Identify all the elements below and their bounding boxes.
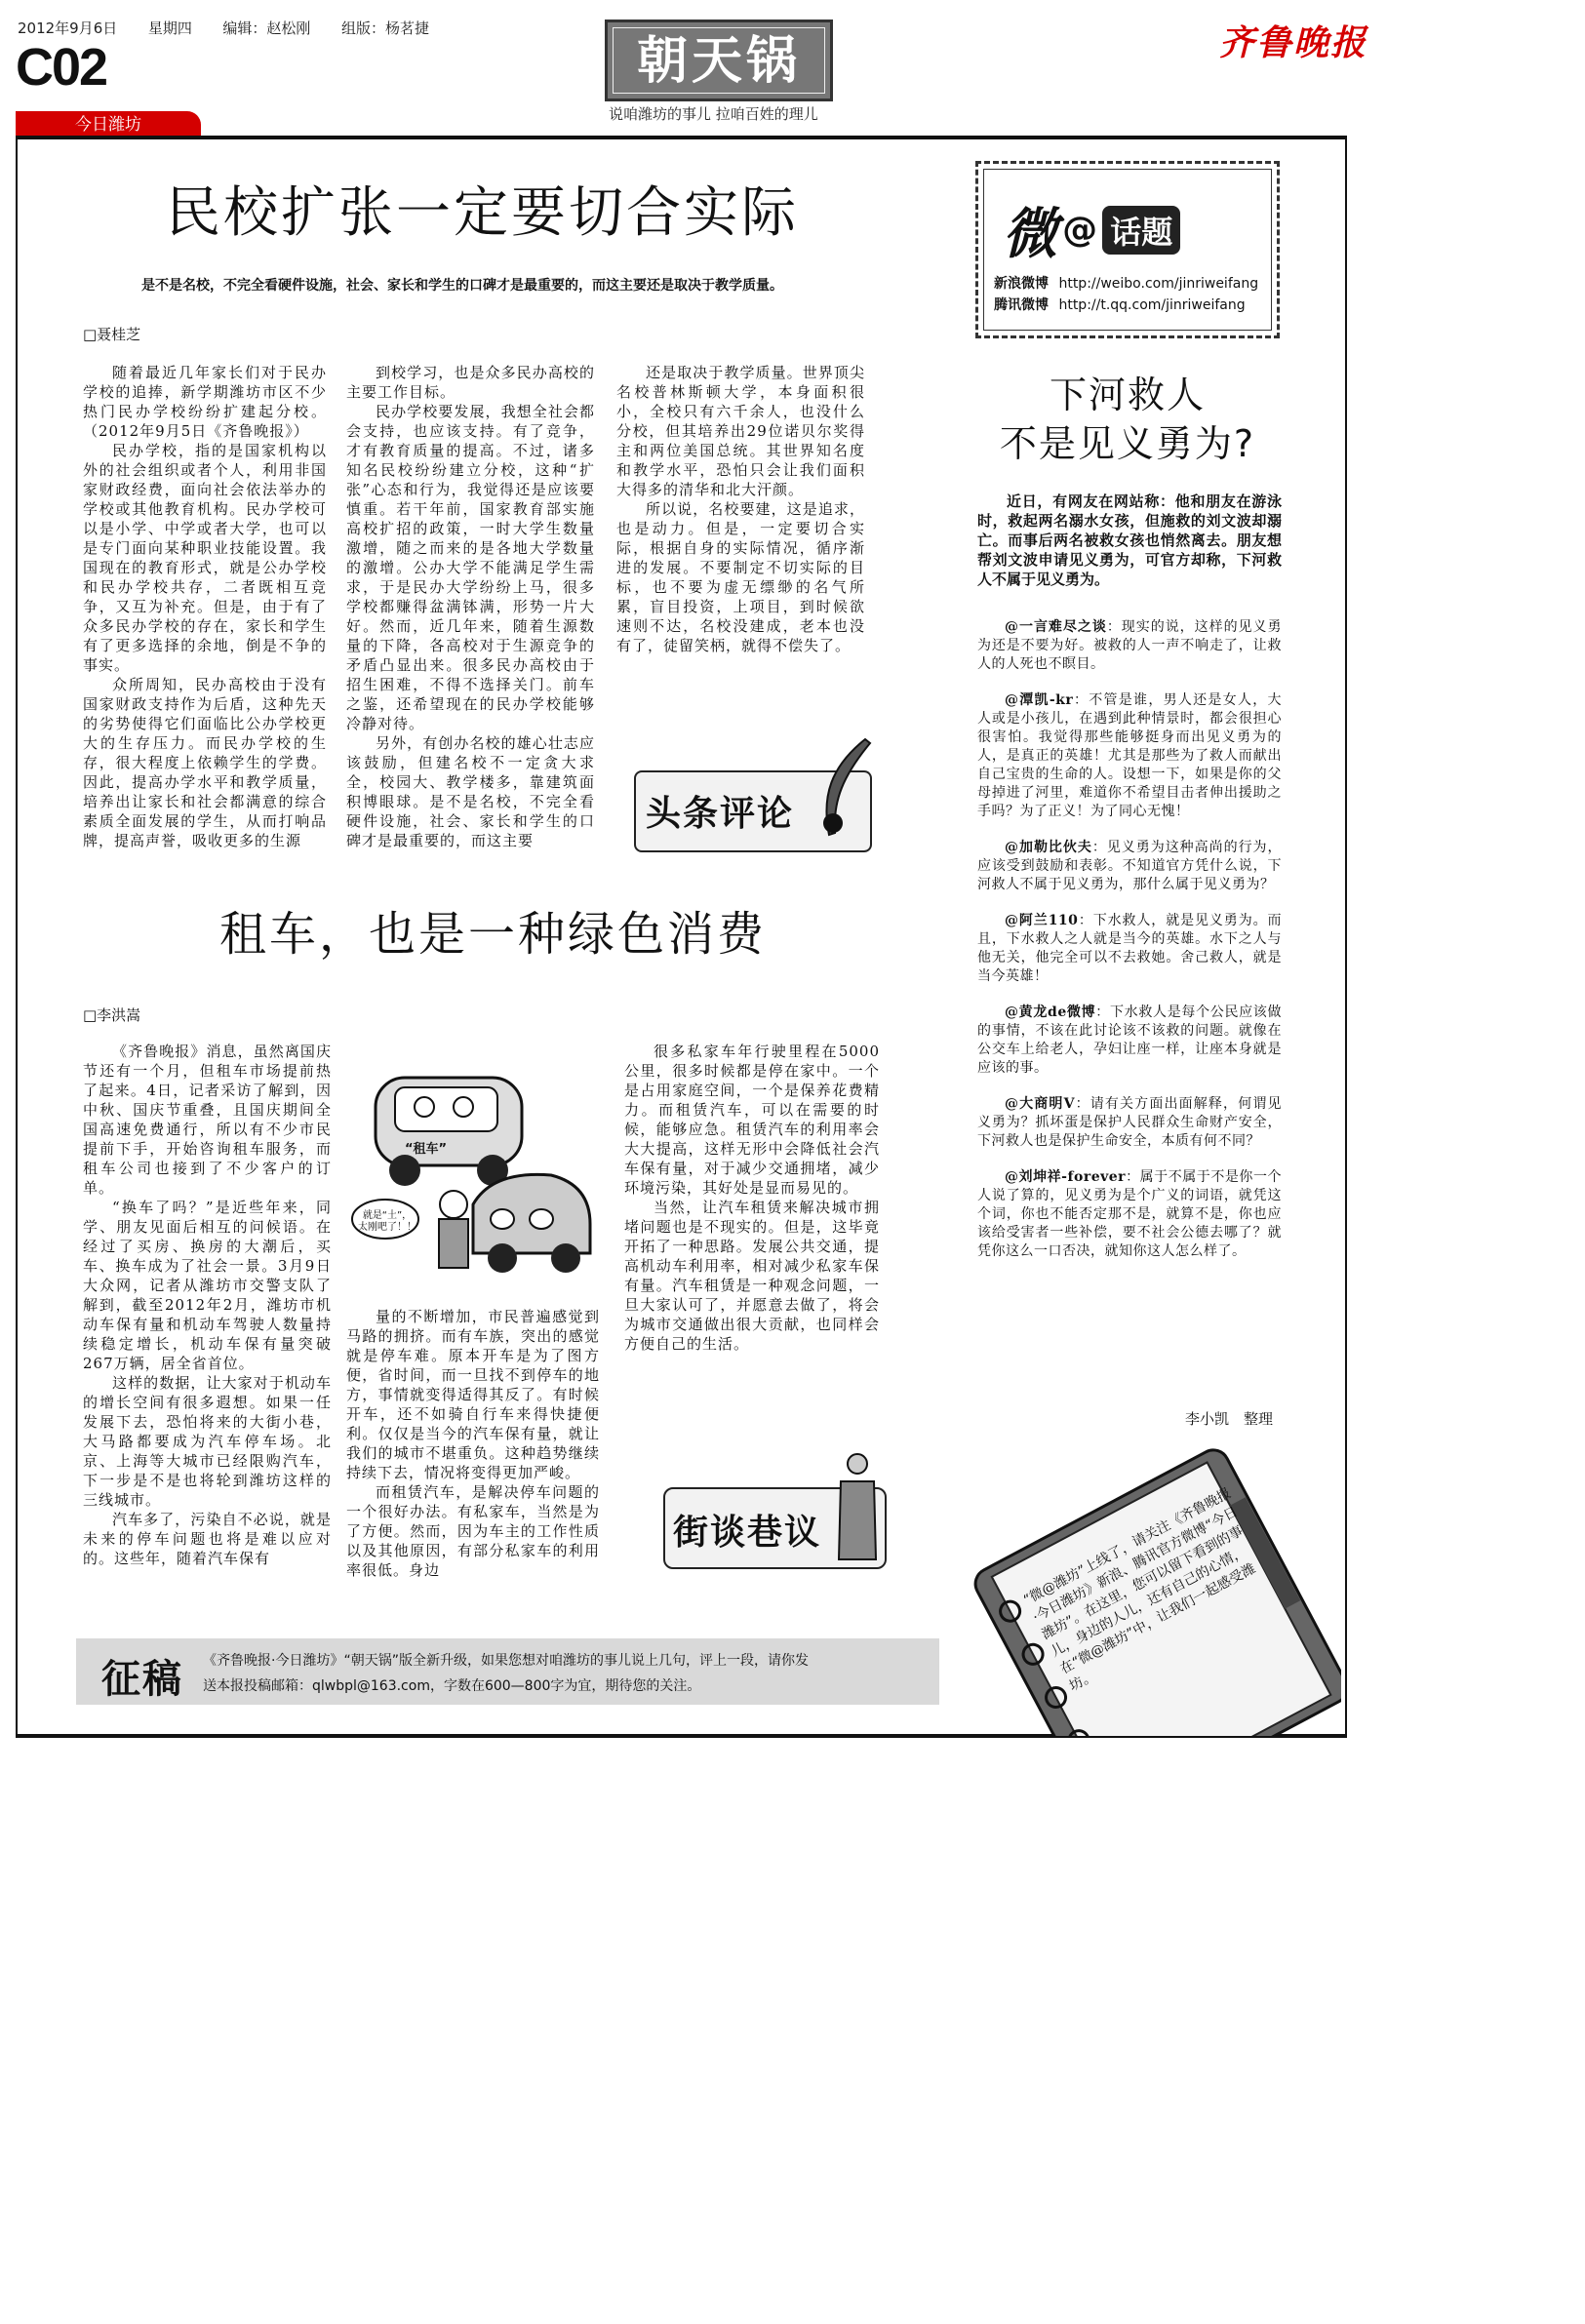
call-title: 征稿: [101, 1656, 183, 1702]
logo-wei: 微: [1003, 202, 1057, 266]
weibo-comment: @一言难尽之谈：现实的说，这样的见义勇为还是不要为好。被救的人一声不响走了，让救人的人死也不瞑目。: [977, 619, 1282, 672]
left-rule: [16, 136, 18, 1737]
article1-paragraph: 还是取决于教学质量。世界顶尖名校普林斯顿大学，本身面积很小，全校只有六千余人，也没什么分校，但其培养出29位诺贝尔奖得主和两位美国总统。其世界知名度和教学水平，恐怕只会让我们面积大得多的清华和北大汗颜。: [616, 364, 865, 498]
article1-paragraph: 所以说，名校要建，这是追求，也是动力。但是，一定要切合实际，根据自身的实际情况，循序渐进的发展。不要制定不切实际的目标，也不要为虚无缥缈的名气所累，盲目投资，上项目，到时候欲速则不达，名校没建成，老本也没有了，徒留笑柄，就得不偿失了。: [616, 500, 865, 654]
right-rule: [1345, 136, 1347, 1737]
weibo-topic-box: [975, 161, 1280, 338]
weibo-user[interactable]: @刘坤祥-forever: [1005, 1169, 1127, 1185]
article2-byline: □李洪嵩: [83, 1006, 141, 1024]
call-for-submissions: [76, 1638, 939, 1705]
article2-headline: 租车，也是一种绿色消费: [219, 907, 768, 962]
logo-at: @: [1062, 210, 1098, 251]
call-text-line1: 《齐鲁晚报·今日潍坊》“朝天锅”版全新升级，如果您想对咱潍坊的事儿说上几句，评上一段，请你发: [203, 1653, 809, 1669]
notebook-graphic: [941, 1443, 1341, 1736]
tencent-weibo-link[interactable]: http://t.qq.com/jinriweifang: [1058, 297, 1246, 313]
page-code: C02: [16, 38, 107, 97]
call-text-line2: 送本报投稿邮箱：qlwbpl@163.com，字数在600—800字为宜，期待您的关注。: [203, 1678, 701, 1694]
article1-byline: □聂桂芝: [83, 326, 141, 343]
section-tab: [16, 111, 201, 138]
section-label: 今日潍坊: [75, 115, 141, 135]
article1-paragraph: 另外，有创办名校的雄心壮志应该鼓励，但建名校不一定贪大求全，校园大、教学楼多，靠建筑面积博眼球。是不是名校，不完全看硬件设施，社会、家长和学生的口碑才是最重要的，而这主要: [346, 734, 595, 849]
weibo-user[interactable]: @一言难尽之谈: [1005, 619, 1107, 635]
issue-weekday: 星期四: [147, 20, 192, 37]
article2-column-2: [346, 1307, 600, 1599]
article1-paragraph: 到校学习，也是众多民办高校的主要工作目标。: [346, 364, 595, 401]
article2-paragraph: 量的不断增加，市民普遍感觉到马路的拥挤。而有车族，突出的感觉就是停车难。原本开车是为了图方便，省时间，而一旦找不到停车的地方，事情就变得适得其反了。有时候开车，还不如骑自行车来得快捷便利。仅仅是当今的汽车保有量，就让我们的城市不堪重负。这种趋势继续持续下去，情况将变得更加严峻。: [346, 1308, 600, 1481]
weibo-user[interactable]: @阿兰110: [1005, 913, 1079, 928]
weibo-logo: [1003, 191, 1180, 266]
article2-paragraph: 汽车多了，污染自不必说，就是未来的停车问题也将是难以应对的。这些年，随着汽车保有: [83, 1511, 332, 1567]
quill-icon: [812, 737, 880, 845]
weibo-user[interactable]: @黄龙de微博: [1005, 1004, 1096, 1020]
article2-paragraph: 《齐鲁晚报》消息，虽然离国庆节还有一个月，但租车市场提前热了起来。4日，记者采访了解到，因中秋、国庆节重叠，且国庆期间全国高速免费通行，所以有不少市民提前下手，开始咨询租车服务，而租车公司也接到了不少客户的订单。: [83, 1043, 332, 1197]
weibo-comment: @潭凯-kr：不管是谁，男人还是女人，大人或是小孩儿，在遇到此种情景时，都会很担心很害怕。我觉得那些能够挺身而出见义勇为的人，是真正的英雄！尤其是那些为了救人而献出自己宝贵的生命的人。设想一下，如果是你的父母掉进了河里，难道你不希望目击者伸出援助之手吗？为了正义！为了同心无愧！: [977, 692, 1282, 819]
article2-column-3: [624, 1042, 880, 1407]
article2-paragraph: “换车了吗？”是近些年来，同学、朋友见面后相互的问候语。在经过了买房、换房的大潮后，买车、换车成为了社会一景。3月9日大众网，记者从潍坊市交警支队了解到，截至2012年2月，潍坊市机动车保有量和机动车驾驶人数量持续稳定增长，机动车保有量突破267万辆，居全省首位。: [83, 1199, 332, 1372]
sidebar-content: [977, 492, 1282, 1477]
editor-credit: 编辑：赵松刚: [222, 20, 311, 37]
article2-column-1: [83, 1042, 332, 1602]
article2-paragraph: 而租赁汽车，是解决停车问题的一个很好办法。有私家车，当然是为了方便。然而，因为车主的工作性质以及其他原因，有部分私家车的利用率很低。身边: [346, 1483, 600, 1579]
logo-topic: 话题: [1102, 206, 1180, 255]
headline-comment-badge: [634, 770, 872, 852]
article2-paragraph: 当然，让汽车租赁来解决城市拥堵问题也是不现实的。但是，这毕竟开拓了一种思路。发展公共交通，提高机动车利用率，相对减少私家车保有量。汽车租赁是一种观念问题，一旦大家认可了，并愿意去做了，将会为城市交通做出很大贡献，也同样会方便自己的生活。: [624, 1199, 880, 1353]
street-talk-badge: [663, 1487, 887, 1569]
article1-paragraph: 随着最近几年家长们对于民办学校的追捧，新学期潍坊市区不少热门民办学校纷纷扩建起分校。（2012年9月5日《齐鲁晚报》）: [83, 364, 327, 440]
article1-column-1: [83, 363, 327, 866]
column-title: 朝天锅: [636, 31, 801, 91]
article1-paragraph: 民办学校，指的是国家机构以外的社会组织或者个人，利用非国家财政经费，面向社会依法举办的学校或其他教育机构。民办学校可以是小学、中学或者大学，也可以是专门面向某种职业技能设置。我国现在的教育形式，就是公办学校和民办学校共存，二者既相互竞争，又互为补充。但是，由于有了众多民办学校的存在，家长和学生有了更多选择的余地，倒是不争的事实。: [83, 442, 327, 674]
sidebar-intro: 近日，有网友在网站称：他和朋友在游泳时，救起两名溺水女孩，但施救的刘文波却溺亡。而事后两名被救女孩也悄然离去。朋友想帮刘文波申请见义勇为，可官方却称，下河救人不属于见义勇为。: [977, 492, 1282, 588]
illustration-speech-bubble: 就是“土”，太刚吧了！！: [358, 1210, 416, 1233]
sidebar-headline-line2: 不是见义勇为?: [999, 422, 1256, 465]
article2-paragraph: 这样的数据，让大家对于机动车的增长空间有很多遐想。如果一任发展下去，恐怕将来的大街小巷，大马路都要成为汽车停车场。北京、上海等大城市已经限购汽车，下一步是不是也将轮到潍坊这样的三线城市。: [83, 1374, 332, 1509]
layout-credit: 组版：杨茗捷: [340, 20, 429, 37]
sidebar-editor-credit: 李小凯 整理: [1185, 1410, 1274, 1428]
sidebar-headline: [975, 371, 1280, 468]
badge-label: 头条评论: [646, 793, 795, 834]
weibo-comment: @加勒比伙夫：见义勇为这种高尚的行为，应该受到鼓励和表彰。不知道官方凭什么说，下河救人不属于见义勇为，那什么属于见义勇为？: [977, 840, 1282, 892]
article2-paragraph: 很多私家车年行驶里程在5000公里，很多时候都是停在家中。一个是占用家庭空间，一个是保养花费精力。而租赁汽车，可以在需要的时候，能够应急。租赁汽车的利用率会大大提高，这样无形中会降低社会汽车保有量，对于减少交通拥堵，减少环境污染，其好处是显而易见的。: [624, 1043, 880, 1197]
weibo-user[interactable]: @潭凯-kr: [1005, 692, 1074, 708]
badge-label: 街谈巷议: [673, 1512, 822, 1553]
column-slogan: 说咱潍坊的事儿 拉咱百姓的理儿: [609, 105, 818, 123]
column-logo: [605, 20, 833, 101]
article1-column-2: [346, 363, 595, 866]
article1-paragraph: 众所周知，民办高校由于没有国家财政支持作为后盾，这种先天的劣势使得它们面临比公办学校更大的生存压力。而民办学校的生存，很大程度上依赖学生的学费。因此，提高办学水平和教学质量，培养出让家长和社会都满意的综合素质全面发展的学生，从而打响品牌，提高声誉，吸收更多的生源: [83, 676, 327, 849]
car-illustration-drawing: [346, 1058, 600, 1297]
notebook-text: “微@潍坊”上线了，请关注《齐鲁晚报·今日潍坊》新浪、腾讯官方微博“今日潍坊”。在这里，您可以留下看到的事儿，身边的人儿，还有自己的心情，在“微@潍坊”中，让我们一起感受潍坊。: [1020, 1485, 1258, 1695]
article1-headline: 民校扩张一定要切合实际: [166, 181, 799, 245]
top-rule: [16, 136, 1347, 139]
weibo-comment: @黄龙de微博：下水救人是每个公民应该做的事情，不该在此讨论该不该救的问题。就像在公交车上给老人，孕妇让座一样，让座本身就是应该的事。: [977, 1004, 1282, 1076]
sidebar-headline-line1: 下河救人: [1049, 374, 1206, 416]
sina-weibo-link[interactable]: http://weibo.com/jinriweifang: [1058, 276, 1259, 292]
article1-subhead: 是不是名校，不完全看硬件设施，社会、家长和学生的口碑才是最重要的，而这主要还是取决于教学质量。: [141, 278, 783, 294]
article1-paragraph: 民办学校要发展，我想全社会都会支持，也应该支持。有了竞争，才有教育质量的提高。不过，诸多知名民校纷纷建立分校，这种“扩张”心态和行为，我觉得还是应该要慎重。若干年前，国家教育部实施高校扩招的政策，一时大学生数量激增，随之而来的是各地大学数量的激增。公办大学不能满足学生需求，于是民办大学纷纷上马，很多学校都赚得盆满钵满，形势一片大好。然而，近几年来，随着生源数量的下降，各高校对于生源竞争的矛盾凸显出来。很多民办高校由于招生困难，不得不选择关门。前车之鉴，还希望现在的民办学校能够冷静对待。: [346, 403, 595, 732]
weibo-user[interactable]: @加勒比伙夫: [1005, 840, 1092, 855]
newspaper-logo: 齐鲁晚报: [1219, 22, 1368, 63]
sina-weibo-label: 新浪微博: [994, 276, 1049, 292]
weibo-comment: @阿兰110：下水救人，就是见义勇为。而且，下水救人之人就是当今的英雄。水下之人与他无关，他完全可以不去救她。舍己救人，就是当今英雄！: [977, 913, 1282, 984]
weibo-user[interactable]: @大商明V: [1005, 1096, 1075, 1112]
masthead-date-line: [18, 18, 429, 38]
issue-date: 2012年9月6日: [18, 20, 118, 37]
tencent-weibo-label: 腾讯微博: [994, 297, 1049, 313]
article1-column-3: [616, 363, 865, 704]
weibo-comment: @大商明V：请有关方面出面解释，何谓见义勇为？抓坏蛋是保护人民群众生命财产安全，下河救人也是保护生命安全，本质有何不同？: [977, 1096, 1282, 1149]
weibo-comment: @刘坤祥-forever：属于不属于不是你一个人说了算的，见义勇为是个广义的词语，就凭这个词，你也不能否定那不是，就算不是，你也应该给受害者一些补偿，要不社会公德去哪了？就凭你这么一口否决，就知你这人怎么样了。: [977, 1169, 1282, 1259]
car-rental-illustration: [346, 1058, 600, 1297]
person-icon: [833, 1452, 882, 1565]
illustration-car-label: “租车”: [405, 1142, 448, 1157]
